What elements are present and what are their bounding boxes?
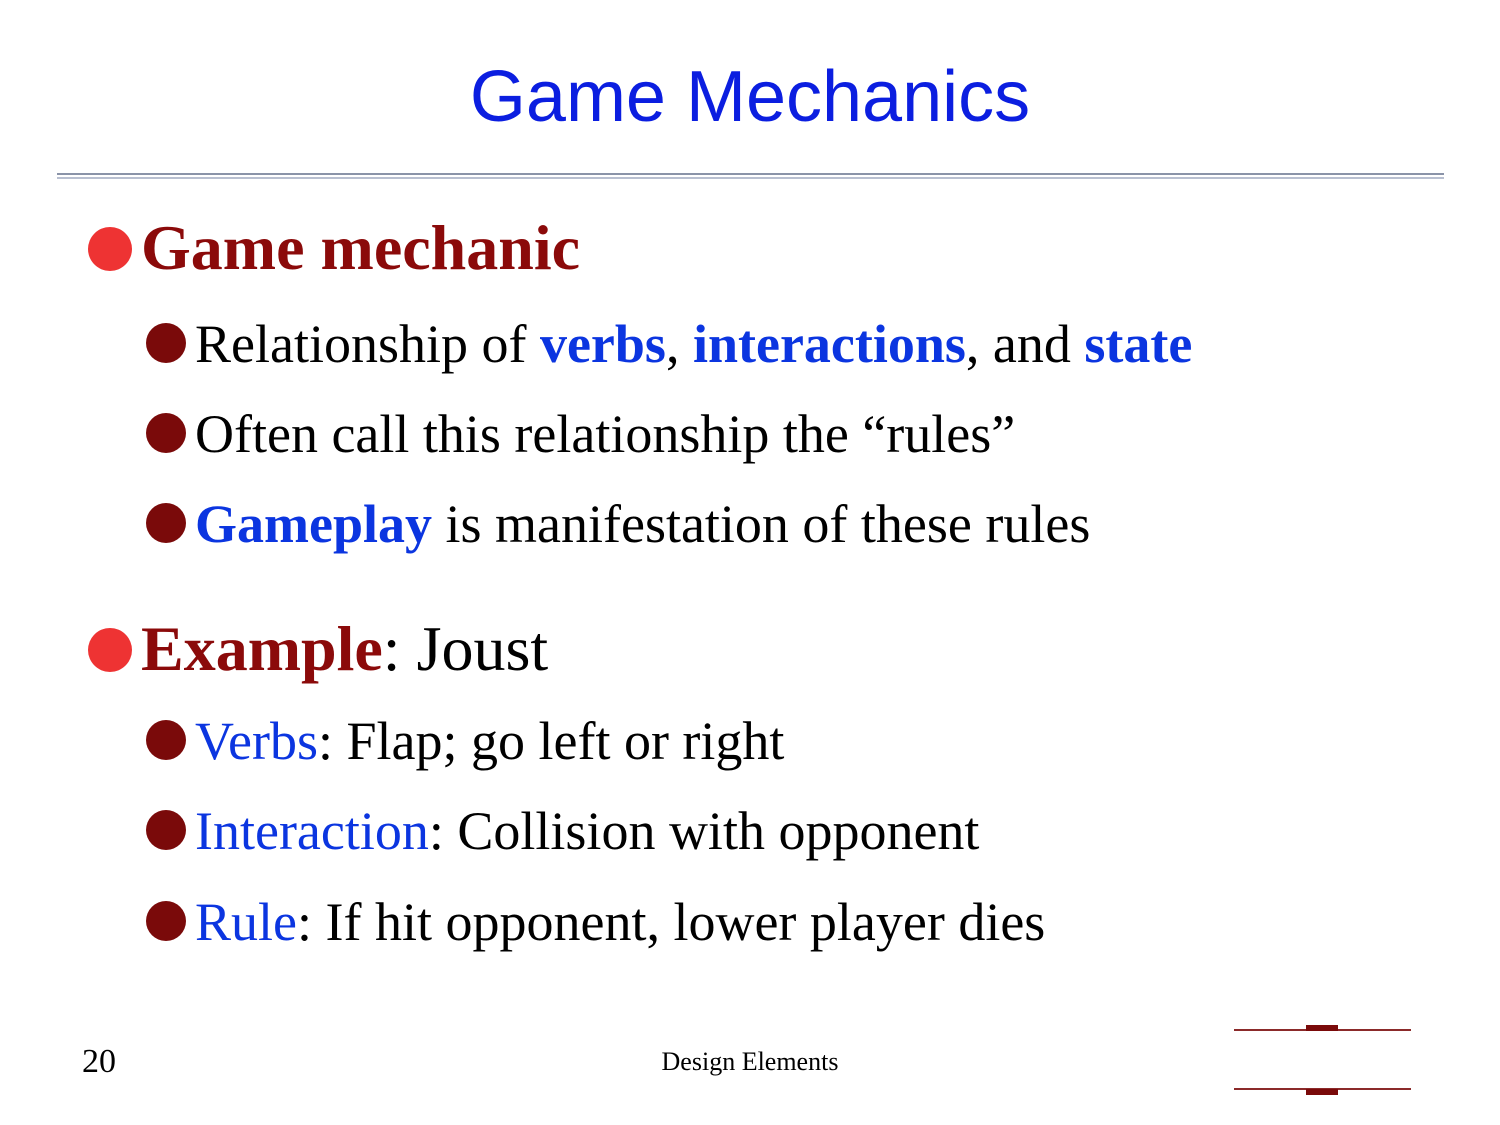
sub-bullet-rules [146,402,1015,466]
bullet-term: Example [141,613,383,684]
sub-bullet-interaction [146,799,979,863]
keyword-state: state [1084,314,1193,374]
sub-bullet-text: : If hit opponent, lower player dies [297,892,1046,952]
bullet-game-mechanic [88,210,580,286]
keyword-interaction-label: Interaction [195,801,429,861]
sub-bullet-text: : Collision with opponent [428,801,980,861]
sub-bullet-dot-icon [146,901,186,941]
sub-bullet-text: , [665,314,693,374]
sub-bullet-relationship [146,312,1192,376]
bullet-example [88,611,548,687]
sub-bullet-verbs [146,709,784,773]
sub-bullet-dot-icon [146,810,186,850]
sub-bullet-dot-icon [146,720,186,760]
sub-bullet-text: : Flap; go left or right [317,711,785,771]
title-divider-secondary [57,177,1444,179]
bullet-dot-icon [88,227,132,271]
sub-bullet-text: Often call this relationship the “rules” [195,404,1016,464]
footer-title: Design Elements [661,1047,839,1076]
sub-bullet-rule [146,890,1045,954]
title-divider [57,173,1444,175]
decorative-bar-bottom [1306,1089,1338,1095]
bullet-dot-icon [88,628,132,672]
slide-title: Game Mechanics [469,57,1031,137]
keyword-rule-label: Rule [195,892,297,952]
keyword-verbs-label: Verbs [195,711,318,771]
keyword-gameplay: Gameplay [195,494,432,554]
sub-bullet-text: is manifestation of these rules [432,494,1091,554]
decorative-bar-top [1306,1025,1338,1031]
sub-bullet-dot-icon [146,413,186,453]
sub-bullet-gameplay [146,492,1090,556]
sub-bullet-dot-icon [146,503,186,543]
sub-bullet-text: Relationship of [195,314,540,374]
sub-bullet-dot-icon [146,323,186,363]
bullet-term: Game mechanic [141,212,580,283]
keyword-interactions: interactions [692,314,966,374]
bullet-text: : Joust [382,613,549,684]
keyword-verbs: verbs [539,314,666,374]
slide-number: 20 [82,1043,116,1080]
sub-bullet-text: , and [965,314,1085,374]
